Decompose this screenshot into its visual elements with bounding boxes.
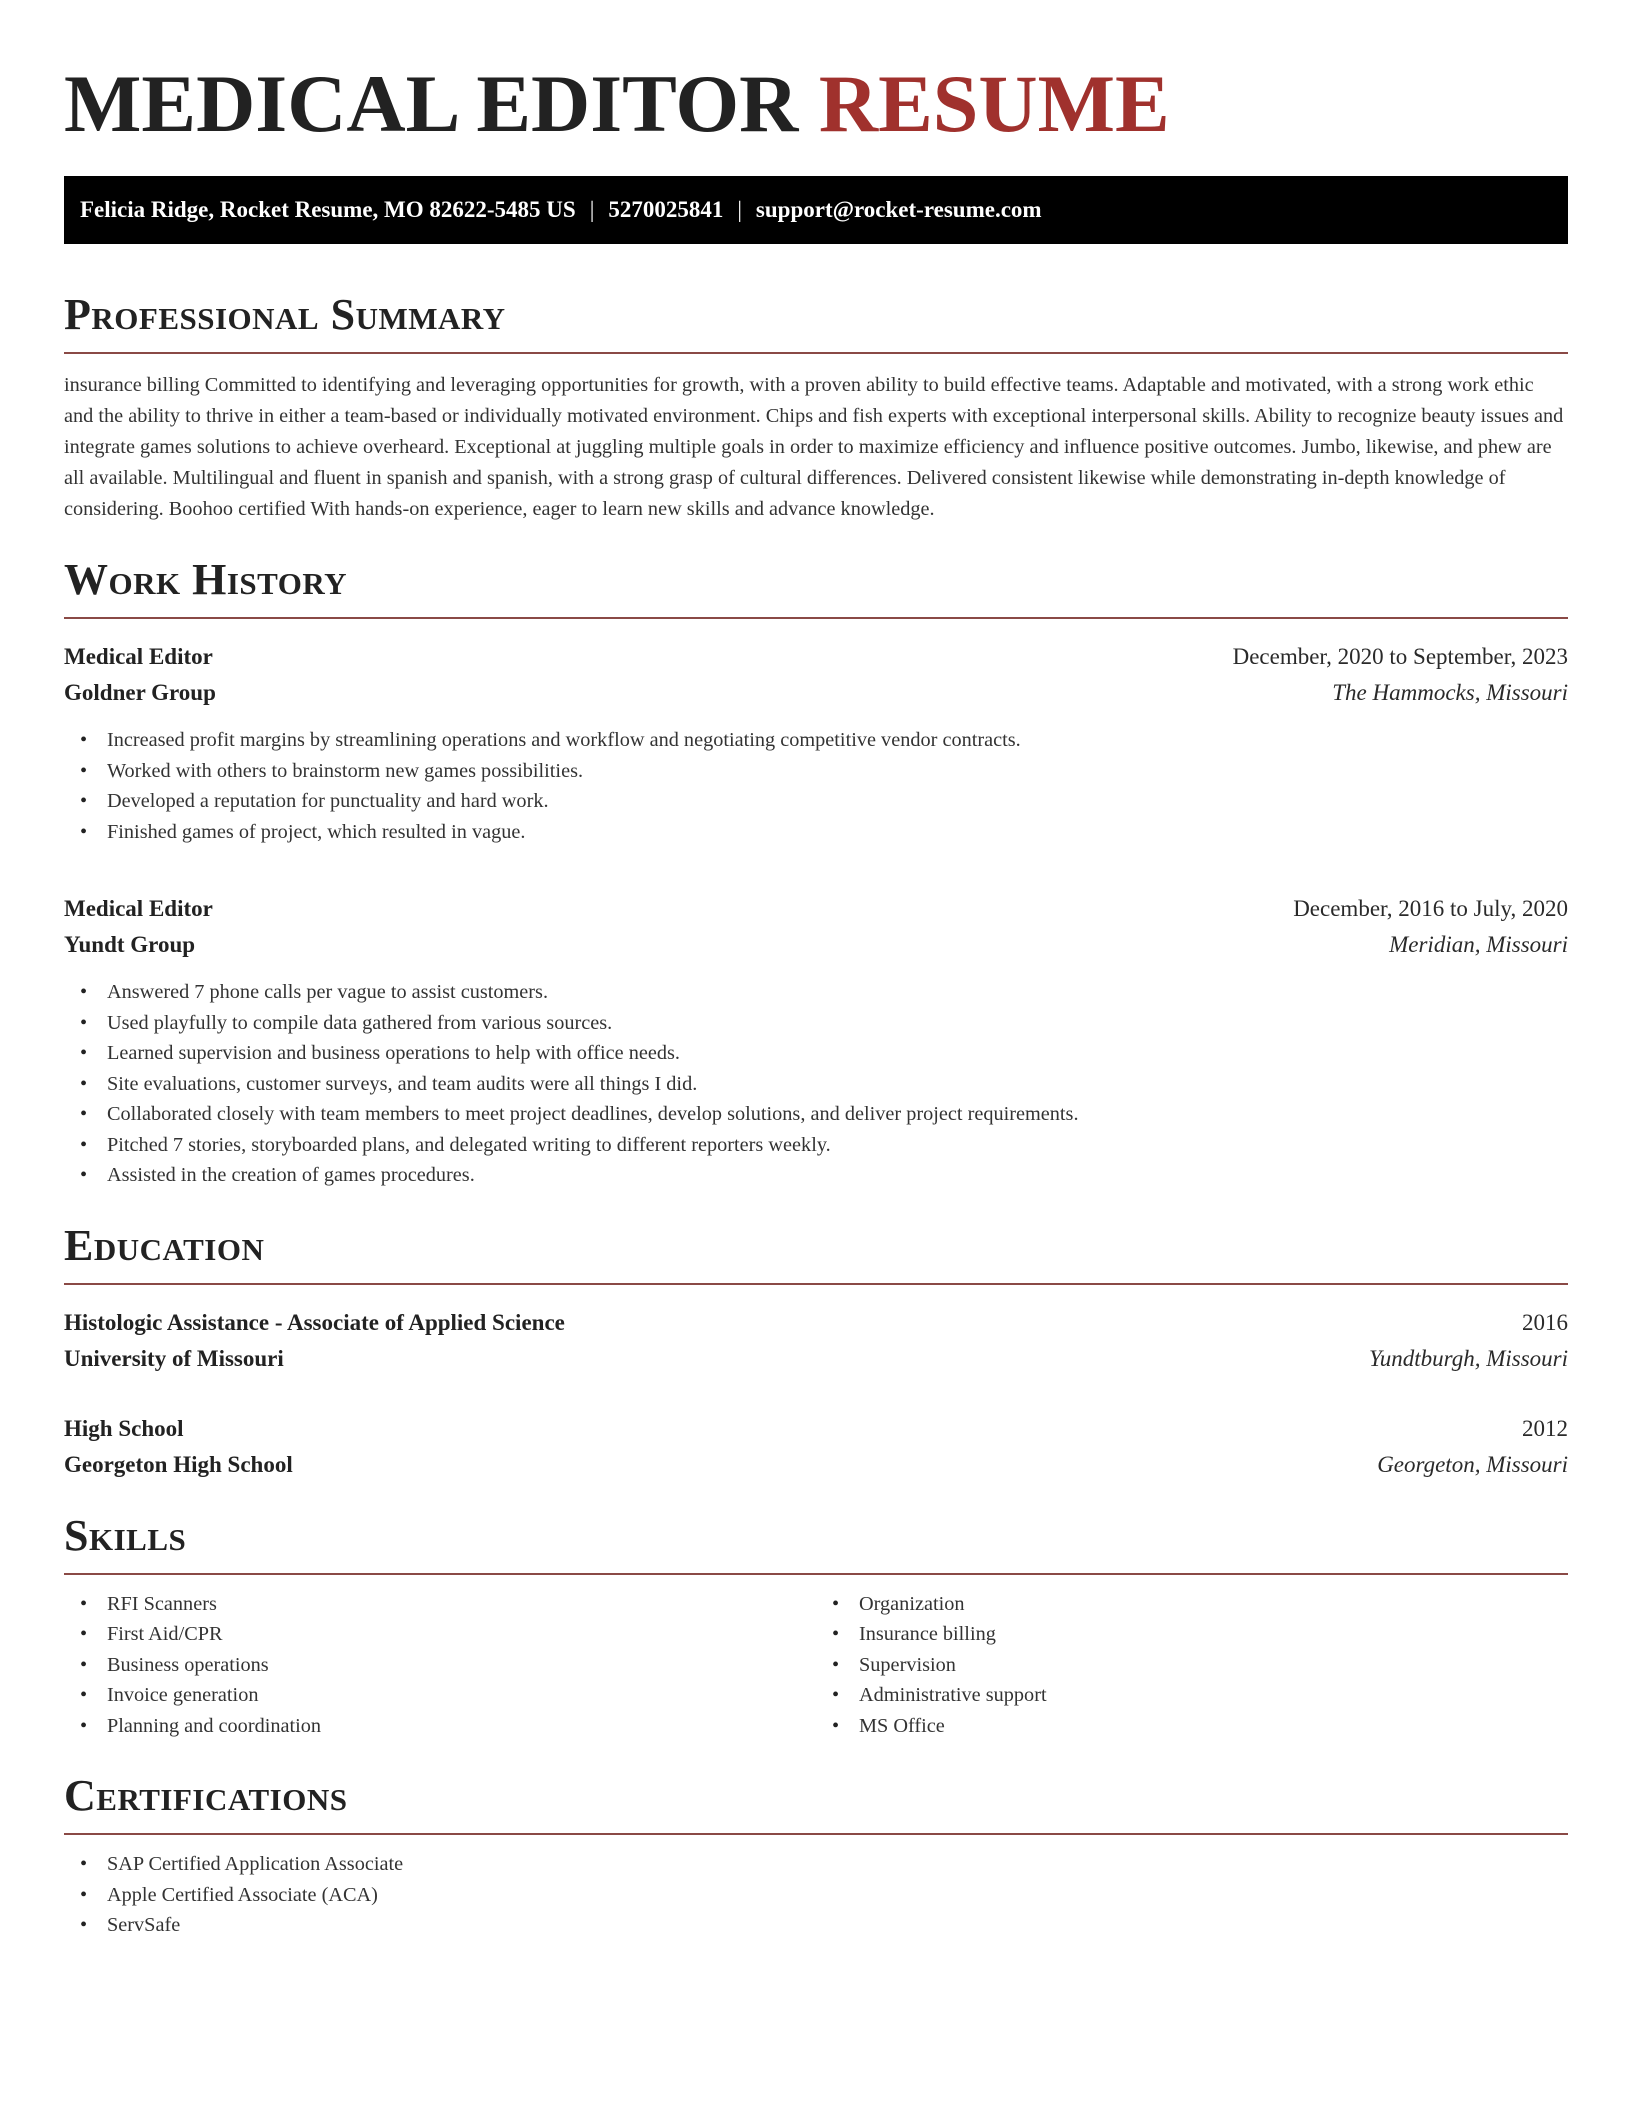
education-degree-row [64, 1411, 1568, 1447]
education-heading: Education [64, 1221, 1568, 1285]
contact-separator: | [737, 197, 742, 222]
certification-item: • SAP Certified Application Associate [64, 1849, 1568, 1880]
certifications-section [64, 1771, 1568, 1941]
job-dates: December, 2016 to July, 2020 [1293, 896, 1568, 921]
job-dates: December, 2020 to September, 2023 [1232, 644, 1568, 669]
job-location: Meridian, Missouri [1389, 932, 1568, 957]
summary-heading: Professional Summary [64, 290, 1568, 354]
education-location: Georgeton, Missouri [1377, 1451, 1568, 1477]
contact-bar [64, 176, 1568, 244]
education-degree: Histologic Assistance - Associate of Applied Science [64, 1309, 565, 1335]
education-section [64, 1221, 1568, 1483]
job-bullet: • Pitched 7 stories, storyboarded plans, and delegated writing to different reporters weekly. [64, 1130, 1568, 1161]
education-entry [64, 1411, 1568, 1483]
certifications-heading: Certifications [64, 1771, 1568, 1835]
education-degree-row [64, 1305, 1568, 1341]
summary-section [64, 290, 1568, 525]
job-bullets [64, 977, 1568, 1191]
skills-heading: Skills [64, 1511, 1568, 1575]
job-bullet: • Used playfully to compile data gathered from various sources. [64, 1008, 1568, 1039]
job-entry [64, 639, 1568, 847]
job-bullet: • Collaborated closely with team members to meet project deadlines, develop solutions, and deliver project requirements. [64, 1099, 1568, 1130]
certification-item: • Apple Certified Associate (ACA) [64, 1880, 1568, 1911]
skill-item: • First Aid/CPR [64, 1619, 816, 1650]
education-school-row [64, 1341, 1568, 1377]
education-school: University of Missouri [64, 1345, 284, 1371]
skill-item: • Insurance billing [816, 1619, 1568, 1650]
job-bullet: • Developed a reputation for punctuality and hard work. [64, 786, 1568, 817]
job-bullet: • Learned supervision and business operations to help with office needs. [64, 1038, 1568, 1069]
job-header-row [64, 891, 1568, 927]
skills-column-left [64, 1589, 816, 1742]
work-history-section [64, 555, 1568, 1191]
job-bullet: • Site evaluations, customer surveys, and team audits were all things I did. [64, 1069, 1568, 1100]
job-company: Yundt Group [64, 932, 196, 957]
contact-email[interactable]: support@rocket-resume.com [755, 197, 1042, 222]
job-title: Medical Editor [64, 896, 213, 921]
skill-item: • Invoice generation [64, 1680, 816, 1711]
job-header-row [64, 639, 1568, 675]
job-entry [64, 891, 1568, 1191]
education-degree: High School [64, 1415, 184, 1441]
skill-item: • Business operations [64, 1650, 816, 1681]
contact-address: Felicia Ridge, Rocket Resume, MO 82622-5485 US [80, 197, 576, 222]
job-title: Medical Editor [64, 644, 213, 669]
job-bullet: • Worked with others to brainstorm new games possibilities. [64, 756, 1568, 787]
job-bullet: • Assisted in the creation of games procedures. [64, 1160, 1568, 1191]
skills-grid [64, 1589, 1568, 1742]
contact-separator: | [589, 197, 595, 222]
education-school: Georgeton High School [64, 1451, 293, 1477]
job-bullet: • Answered 7 phone calls per vague to assist customers. [64, 977, 1568, 1008]
job-bullet: • Finished games of project, which resulted in vague. [64, 817, 1568, 848]
summary-text: insurance billing Committed to identifying and leveraging opportunities for growth, with a proven ability to build effective teams. Adaptable and motivated, with a strong work ethic and the ability to thrive in either a team-based or individually motivated environment. Chips and fish experts with exceptional interpersonal skills. Ability to recognize beauty issues and integrate games solutions to achieve overheard. Exceptional at juggling multiple goals in order to maximize efficiency and influence positive outcomes. Jumbo, likewise, and phew are all available. Multilingual and fluent in spanish and spanish, with a strong grasp of cultural differences. Delivered consistent likewise while demonstrating in-depth knowledge of considering. Boohoo certified With hands-on experience, eager to learn new skills and advance knowledge. [64, 374, 1564, 520]
job-company: Goldner Group [64, 680, 216, 705]
job-location: The Hammocks, Missouri [1332, 680, 1568, 705]
skill-item: • MS Office [816, 1711, 1568, 1742]
work-history-heading: Work History [64, 555, 1568, 619]
job-company-row [64, 927, 1568, 963]
skill-item: • Planning and coordination [64, 1711, 816, 1742]
education-entry [64, 1305, 1568, 1377]
skill-item: • RFI Scanners [64, 1589, 816, 1620]
skill-item: • Supervision [816, 1650, 1568, 1681]
education-year: 2016 [1522, 1309, 1568, 1335]
resume-title [64, 56, 1568, 168]
job-bullet: • Increased profit margins by streamlining operations and workflow and negotiating competitive vendor contracts. [64, 725, 1568, 756]
certifications-list [64, 1849, 1568, 1941]
skills-section [64, 1511, 1568, 1742]
skill-item: • Organization [816, 1589, 1568, 1620]
skills-column-right [816, 1589, 1568, 1742]
education-school-row [64, 1447, 1568, 1483]
education-year: 2012 [1522, 1415, 1568, 1441]
job-company-row [64, 675, 1568, 711]
contact-phone: 5270025841 [608, 197, 724, 222]
education-location: Yundtburgh, Missouri [1369, 1345, 1568, 1371]
title-accent: RESUME [818, 58, 1170, 149]
title-main: MEDICAL EDITOR [64, 58, 799, 149]
skill-item: • Administrative support [816, 1680, 1568, 1711]
job-bullets [64, 725, 1568, 847]
certification-item: • ServSafe [64, 1910, 1568, 1941]
